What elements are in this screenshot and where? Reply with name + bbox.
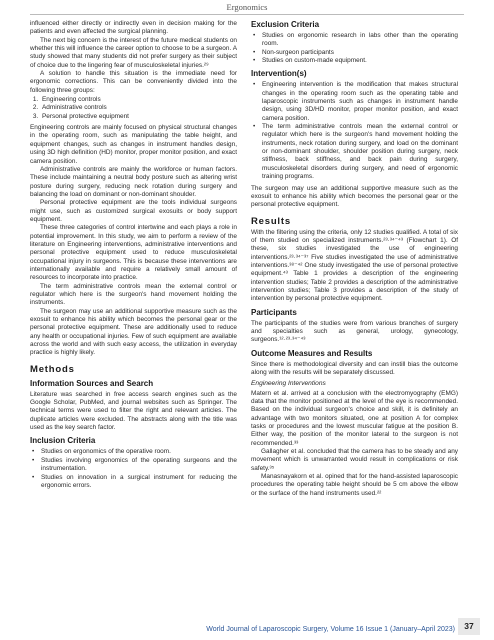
left-column: [30, 20, 237, 493]
paragraph: Matern et al. arrived at a conclusion with the electromyography (EMG) data that the monitor positioned at the level of the eye is recommended. Based on the individual surgeon's choice and skill, it is definitely an advantage with two monitors situated, one at position A for complex tasks or procedures and the lowest muscular fatigue at the position B. Either way, the position of the monitor lateral to the surgeon is not recommended.³³: [251, 389, 458, 447]
paragraph: The surgeon may use an additional supportive measure such as the exosuit to enhance his ability which becomes the personal gear or the personal protective equipment. These are additionally used to reduce any health or occupational injuries. Few of such equipment are available across the world and with such easy access, the utilization in everyday practice is highly likely.: [30, 307, 237, 357]
list-item: 2. Administrative controls: [40, 104, 237, 112]
groups-list: [30, 96, 237, 121]
list-item-text: Non-surgeon participants: [262, 48, 334, 56]
paragraph: The term administrative controls mean the external control or regulator which here is the surgeon's hand movement holding the instruments.: [30, 282, 237, 307]
right-column: [251, 20, 458, 498]
section-heading-results: Results: [251, 215, 291, 227]
inclusion-list: [30, 448, 237, 490]
list-item: • The term administrative controls mean the external control or regulator which here is the surgeon's hand movement holding the instruments, neck rotation during surgery, and load on the dominant or non-dominant shoulder, shoulder position during surgery, neck stiffness, back stiffness, and back pain during surgery, musculoskeletal disorders during surgery, and need of ergonomic training programs.: [253, 123, 458, 181]
list-item-text: Studies involving ergonomics of the operating surgeons and the instrumentation.: [41, 456, 237, 473]
running-head: Ergonomics: [226, 2, 268, 12]
subheading: Information Sources and Search: [30, 378, 154, 388]
header-rule: [30, 14, 464, 15]
italic-subheading: Engineering Interventions: [251, 380, 326, 388]
list-item: • Non-surgeon participants: [253, 48, 334, 56]
journal-footer: World Journal of Laparoscopic Surgery, Volume 16 Issue 1 (January–April 2023): [206, 626, 455, 633]
intervention-list: [251, 81, 458, 181]
list-item-text: The term administrative controls mean the external control or regulator which here is the surgeon's hand movement holding the instruments, neck rotation during surgery, and load on the dominant or non-dominant shoulder, shoulder position during surgery, neck stiffness, back stiffness, and back pain during surgery, musculoskeletal disorders during surgery, and need of ergonomic training programs.: [262, 123, 458, 181]
list-item: • Studies on ergonomics of the operative room.: [32, 448, 171, 456]
paragraph: influenced either directly or indirectly even in decision making for the patients and even affected the surgical planning.: [30, 20, 237, 36]
list-item: • Studies on custom-made equipment.: [253, 57, 367, 65]
list-item: 3. Personal protective equipment: [40, 113, 237, 121]
section-heading-methods: Methods: [30, 363, 75, 375]
list-item: • Studies on ergonomic research in labs other than the operating room.: [253, 32, 458, 48]
list-item-text: Engineering intervention is the modification that makes structural changes in the operating room such as the operating table and laparoscopic instruments such as changes in instrument handle design, using 3D/HD monitor, proper monitor position, and exact camera position.: [262, 81, 458, 122]
page-number: 37: [458, 618, 480, 635]
paragraph: Manasnayakorn et al. opined that for the hand-assisted laparoscopic procedures the operating table height should be 5 cm above the elbow or the surface of the hand instruments used.²²: [251, 473, 458, 497]
subheading: Participants: [251, 307, 297, 317]
subheading: Inclusion Criteria: [30, 436, 96, 446]
paragraph: A solution to handle this situation is the immediate need for ergonomic corrections. This can be conveniently divided into the following three groups:: [30, 70, 237, 94]
list-item: • Studies on innovation in a surgical instrument for reducing the ergonomic errors.: [32, 473, 237, 489]
exclusion-list: [251, 32, 458, 65]
paragraph: With the filtering using the criteria, only 12 studies qualified. A total of six of them studied on specialized instruments.²³·³⁴⁻⁴³ (Flowchart 1). Of these, six studies investigated the use of engineering interventions.²³·³⁴⁻³⁷ Five studies investigated the use of administrative interventions.³⁸⁻⁴² One study investigated the use of personal protective equipment.⁴³ Table 1 provides a description of the engineering intervention studies; Table 2 provides a description of the administrative intervention studies; Table 3 provides a description of the study of intervention by personal protective equipment.: [251, 228, 458, 303]
subheading: Exclusion Criteria: [251, 20, 320, 29]
list-item: • Engineering intervention is the modification that makes structural changes in the operating room such as the operating table and laparoscopic instruments such as changes in instrument handle design, using 3D/HD monitor, proper monitor position, and exact camera position.: [253, 81, 458, 122]
subheading: Intervention(s): [251, 69, 307, 79]
list-item-text: Studies on innovation in a surgical instrument for reducing the ergonomic errors.: [41, 473, 237, 489]
list-item-text: Studies on custom-made equipment.: [262, 57, 367, 65]
paragraph: The next big concern is the interest of the future medical students on whether this will influence the career option to choose to be a surgeon. A study showed that many students did not prefer surgery as their subject of choice due to the lingering fear of musculoskeletal injuries.²⁹: [30, 36, 237, 69]
paragraph: The participants of the studies were from various branches of surgery and specialties such as general, urology, gynecology, surgeons.¹²·²³·³⁴⁻⁴³: [251, 319, 458, 344]
paragraph: Administrative controls are mainly the workforce or human factors. These include maintaining a neutral body posture such as altering wrist posture during surgery, reducing neck rotation during surgery and balancing the load on dominant or non-dominant shoulder.: [30, 165, 237, 198]
subheading: Outcome Measures and Results: [251, 348, 373, 358]
paragraph: Literature was searched in free access search engines such as the Google Scholar, PubMed, and journal websites such as Springer. The technical terms were used to filter the right and relevant articles. The duplicate articles were excluded. The abstracts along with the title was used as the key search factor.: [30, 390, 237, 432]
paragraph: The surgeon may use an additional supportive measure such as the exosuit to enhance his ability which becomes the personal gear or the personal protective equipment.: [251, 184, 458, 209]
paragraph: Personal protective equipment are the tools individual surgeons might use, such as customized surgical exosuits or body support equipment.: [30, 199, 237, 223]
list-item: 1. Engineering controls: [40, 96, 237, 104]
paragraph: These three categories of control intertwine and each plays a role in potential improvement. In this study, we aim to perform a review of the literature on Engineering interventions, administrative interventions and personal protective equipment used to reduce musculoskeletal occupational injury in surgeons. This is because these interventions are internationally available and require a relatively small amount of resources to incorporate into practice.: [30, 224, 237, 282]
paragraph: Engineering controls are mainly focused on physical structural changes in the operating room, such as manipulating the table height, and equipment changes, such as changes in instrument handles design, using 3D high definition (HD) monitor, proper monitor position, and exact camera position.: [30, 124, 237, 165]
paragraph: Since there is methodological diversity and can instill bias the outcome along with the results will be separately discussed.: [251, 360, 458, 376]
list-item: • Studies involving ergonomics of the operating surgeons and the instrumentation.: [32, 456, 237, 473]
list-item-text: Studies on ergonomic research in labs other than the operating room.: [262, 32, 458, 48]
paragraph: Gallagher et al. concluded that the camera has to be steady and any movement which is unwarranted would result in complications or risk safety.³⁵: [251, 448, 458, 472]
list-item-text: Studies on ergonomics of the operative room.: [41, 448, 171, 456]
